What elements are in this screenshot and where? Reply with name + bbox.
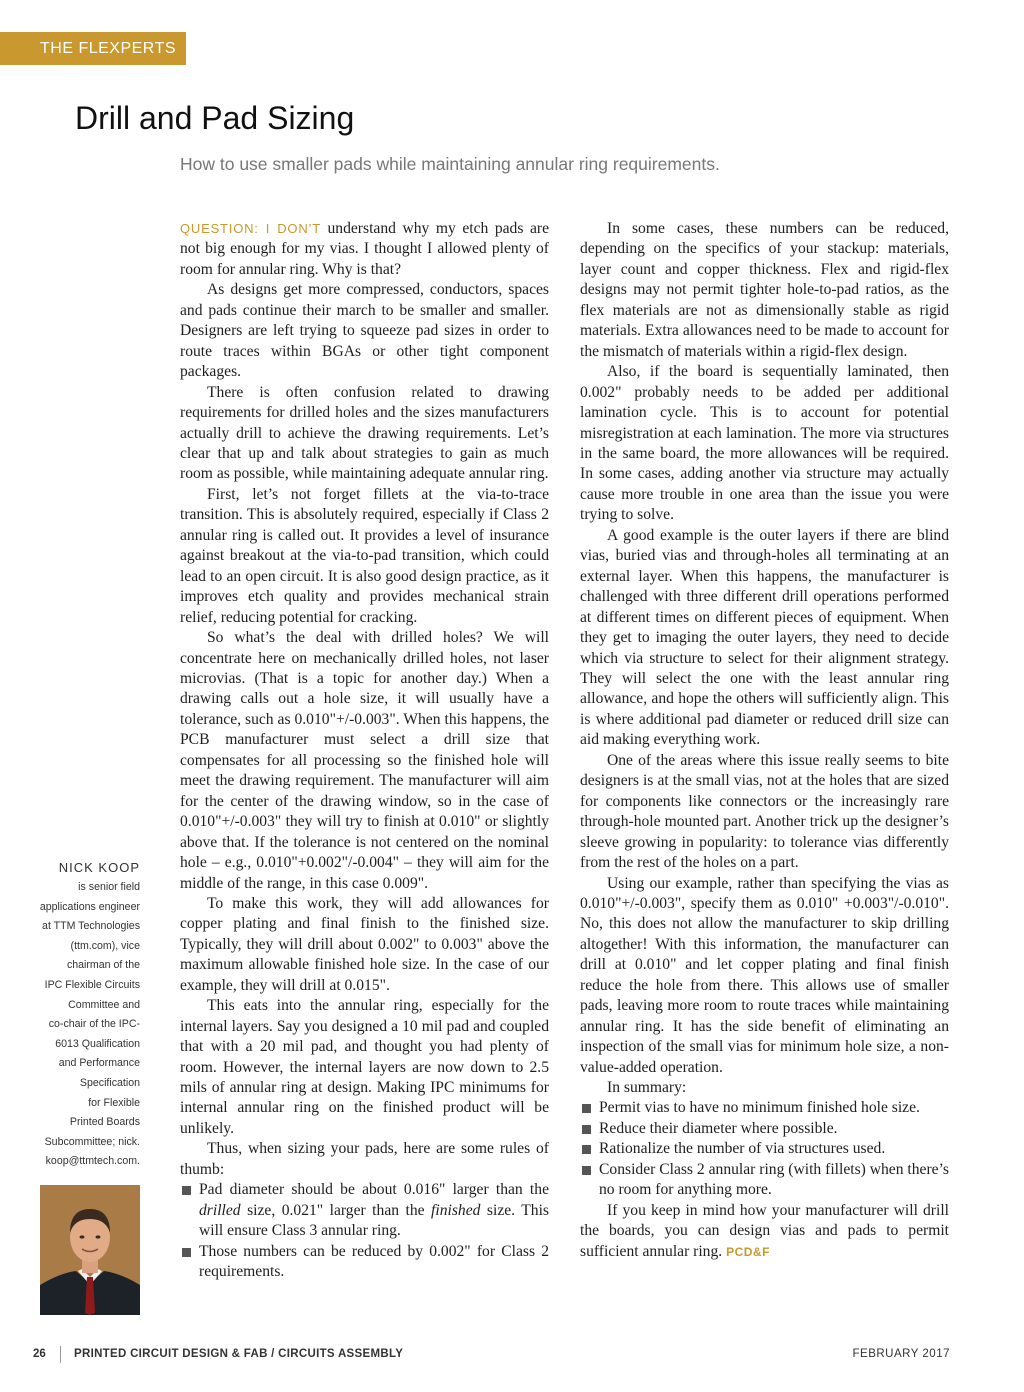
left-paragraph: There is often confusion related to drawing requirements for drilled holes and the sizes manufacturers actually drill to achieve the drawing requirements. Let’s clear that up and talk about strategies to gain as much room as possible, while maintaining adequate annular ring. [180,383,549,483]
author-photo [40,1185,140,1315]
article-subtitle: How to use smaller pads while maintaining annular ring requirements. [180,154,720,174]
list-item: Permit vias to have no minimum finished hole size. [580,1098,949,1118]
portrait-illustration [40,1185,140,1315]
page-footer [33,1348,950,1368]
right-column [580,219,949,1262]
bio-line: IPC Flexible Circuits [44,978,140,991]
bio-line: 6013 Qualification [55,1037,140,1050]
right-paragraph: Using our example, rather than specifying the vias as 0.010"+/-0.003", specify them as 0.010" +0.003"/-0.010". No, this does not allow the manufacturer to skip drilling altogether! With this information, the manufacturer can drill at 0.010" and let copper plating and final finish reduce the hole from there. This allows use of smaller pads, leaving more room to route traces while maintaining annular ring. It has the side benefit of eliminating an inspection of the small vias for minimum hole size, a non-value-added operation. [580,874,949,1076]
summary-list [580,1098,949,1200]
left-paragraph [180,219,549,280]
bio-line: and Performance [58,1057,140,1070]
bio-line: Committee and [68,998,140,1011]
left-paragraph: This eats into the annular ring, especially for the internal layers. Say you designed a 10 mil pad and coupled that with a 20 mil pad, and thought you had plenty of room. However, the internal layers are now down to 2.5 mils of annular ring at design. Making IPC minimums for internal annular ring on the finished product will be unlikely. [180,997,549,1137]
list-item: Those numbers can be reduced by 0.002" for Class 2 requirements. [180,1242,549,1283]
issue-date: FEBRUARY 2017 [852,1348,950,1360]
left-paragraph: As designs get more compressed, conductors, spaces and pads continue their march to be smaller and smaller. Designers are left trying to squeeze pad sizes in order to route traces within BGAs or other tight component packages. [180,281,549,381]
right-paragraph: In summary: [607,1079,687,1097]
end-mark: PCD&F [726,1244,770,1259]
right-paragraph: In some cases, these numbers can be reduced, depending on the specifics of your stackup: materials, layer count and copper thickness. Flex and rigid-flex designs may not permit tighter hole-to-pad ratios, as the flex materials are not as dimensionally stable as rigid materials. Extra allowances need to be made to account for the mismatch of materials within a rigid-flex design. [580,220,949,360]
left-paragraph: First, let’s not forget fillets at the via-to-trace transition. This is absolutely required, especially if Class 2 annular ring is called out. It provides a level of insurance against breakout at the via-to-pad transition, which could lead to an open circuit. It is also good design practice, as it improves etch quality and provides mechanical strain relief, reducing potential for cracking. [180,485,549,626]
list-text: Pad diameter should be about 0.016" larger than the [199,1181,549,1199]
closing-text: If you keep in mind how your manufacturer will drill the boards, you can design vias and pads to permit sufficient annular ring. [580,1201,949,1260]
right-paragraph [580,1201,949,1262]
bio-line: koop@ttmtech.com. [45,1155,140,1168]
bio-line: Specification [79,1076,140,1089]
right-paragraph: One of the areas where this issue really seems to bite designers is at the small vias, not at the holes that are sized for components like connectors or the increasingly rare through-hole mounted part. Another trick up the designer’s sleeve growing in popularity: to tolerance vias differently from the rest of the holes on a part. [580,751,949,872]
list-item: Consider Class 2 annular ring (with fillets) when there’s no room for anything more. [580,1160,949,1201]
author-name: NICK KOOP [58,860,140,875]
list-item: Rationalize the number of via structures used. [580,1139,949,1159]
bio-line: for Flexible [88,1096,140,1109]
left-paragraph: Thus, when sizing your pads, here are some rules of thumb: [180,1140,549,1178]
list-text: size. This will ensure Class 3 annular ring. [199,1201,549,1240]
author-bio [20,878,140,1172]
publication-name: PRINTED CIRCUIT DESIGN & FAB / CIRCUITS ASSEMBLY [74,1348,404,1360]
left-paragraph: To make this work, they will add allowances for copper plating and final finish to the finished size. Typically, they will drill about 0.002" to 0.003" above the maximum allowable finished hole size. In the case of our example, they will drill at 0.015". [180,894,549,994]
bio-line: Printed Boards [69,1116,140,1129]
list-item: Reduce their diameter where possible. [580,1119,949,1139]
section-tag: THE FLEXPERTS [0,32,186,65]
left-paragraph: So what’s the deal with drilled holes? We will concentrate here on mechanically drilled holes, not laser microvias. (That is a topic for another day.) When a drawing calls out a hole size, it will usually have a tolerance, such as 0.010"+/-0.003". When this happens, the PCB manufacturer must select a drill size that compensates for all processing so the finished hole will meet the drawing requirement. The manufacturer will aim for the center of the drawing window, so in the case of 0.010"+/-0.003" they will try to finish at 0.010" or slightly above that. If the tolerance is not centered on the nominal hole – e.g., 0.010"+0.002"/-0.004" – they will aim for the middle of the range, in this case 0.009". [180,629,549,892]
emphasis-text: drilled [199,1201,241,1219]
lead-in: QUESTION: I DON’T [180,221,321,236]
list-text: size, 0.021" larger than the [240,1201,432,1219]
bio-line: chairman of the [66,959,140,972]
right-paragraph: A good example is the outer layers if there are blind vias, buried vias and through-holes all terminating at an external layer. When this happens, the manufacturer is challenged with three different drill operations performed at different times on different pieces of equipment. When they get to imaging the outer layers, they need to decide which via structure to select for their alignment strategy. They will select the one with the least annular ring allowance, and hope the others will sufficiently align. This is where additional pad diameter or reduced drill size can aid making everything work. [580,526,949,749]
article-title: Drill and Pad Sizing [75,100,355,136]
bio-line: applications engineer [39,900,140,913]
right-paragraph: Also, if the board is sequentially laminated, then 0.002" probably needs to be added per additional lamination cycle. This is to account for potential misregistration at each lamination. The more via structures in the same board, the more allowances will be required. In some cases, adding another via structure may actually cause more trouble in one area than the issue you were trying to solve. [580,363,949,524]
emphasis-text: finished [431,1201,481,1219]
left-column [180,219,549,1283]
bio-line: Subcommittee; nick. [44,1135,140,1148]
footer-divider [60,1346,61,1363]
page-number: 26 [33,1348,46,1360]
bio-line: is senior field [78,881,140,893]
bio-line: (ttm.com), vice [70,939,140,952]
author-bio-block [20,860,140,1172]
list-item [180,1180,549,1241]
intro-text: understand why my etch pads are not big enough for my vias. I thought I allowed plenty of room for annular ring. Why is that? [180,220,549,278]
bio-line: at TTM Technologies [42,920,140,933]
rules-list [180,1180,549,1282]
bio-line: co-chair of the IPC- [48,1018,140,1031]
